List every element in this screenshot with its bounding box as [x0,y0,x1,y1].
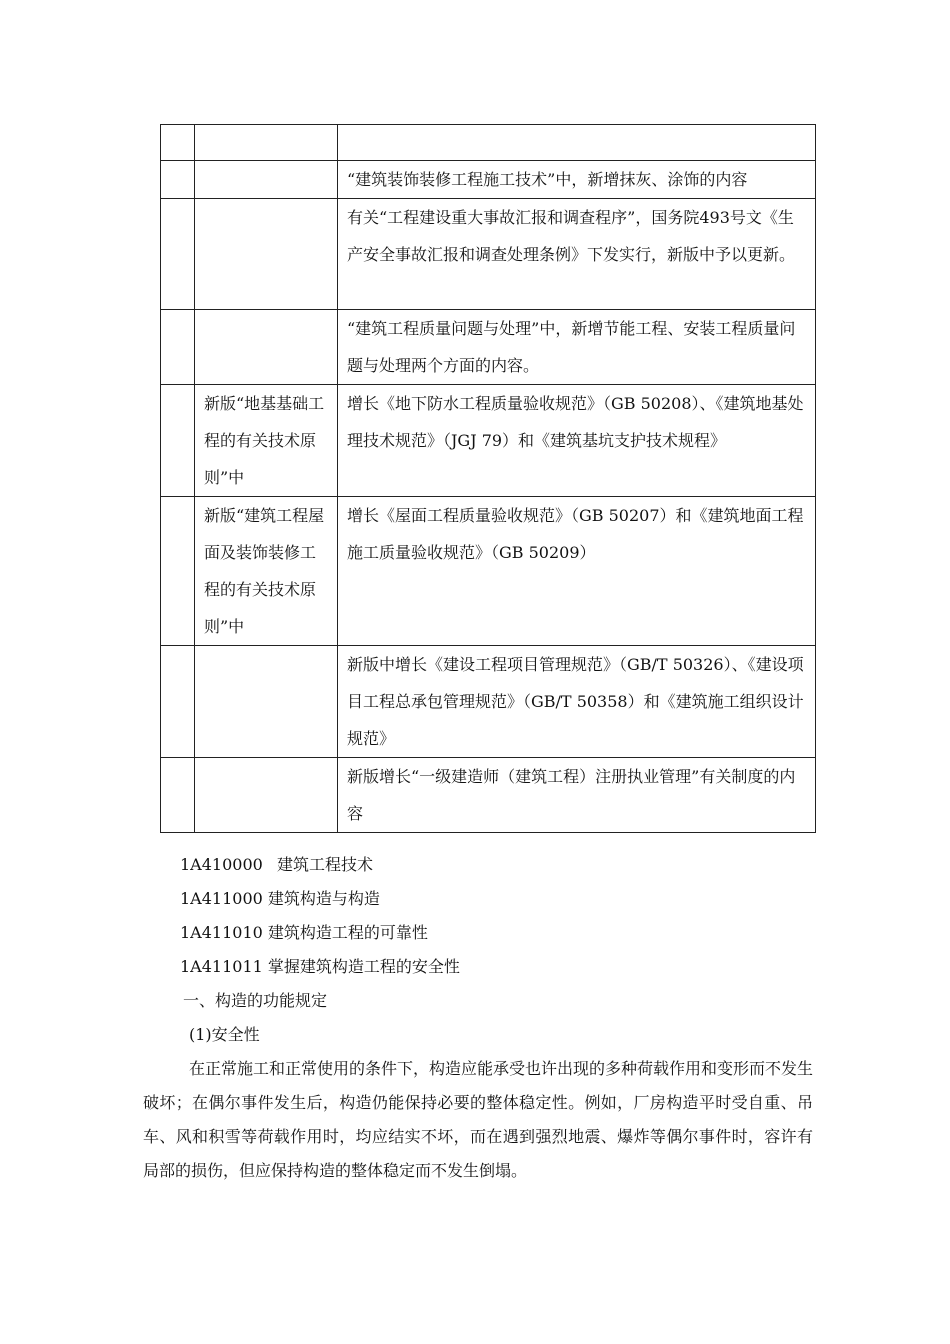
heading-code: 1A410000 [180,855,263,874]
heading-level-2: 1A411000 建筑构造与构造 [180,889,380,908]
heading-level-3: 1A411010 建筑构造工程的可靠性 [180,923,428,942]
table-row [161,758,816,833]
section-cell [195,758,338,833]
section-cell [195,646,338,758]
row-number-cell [161,646,195,758]
subsection-heading: (1)安全性 [189,1025,260,1044]
body-paragraph: 在正常施工和正常使用的条件下，构造应能承受也许出现的多种荷载作用和变形而不发生破坏；在偶尔事件发生后，构造仍能保持必要的整体稳定性。例如，厂房构造平时受自重、吊车、风和积雪等荷载作用时，均应结实不坏，而在遇到强烈地震、爆炸等偶尔事件时，容许有局部的损伤，但应保持构造的整体稳定而不发生倒塌。 [143,1059,814,1180]
section-cell: 新版“建筑工程屋面及装饰装修工程的有关技术原则”中 [195,497,338,646]
content-cell: 新版中增长《建设工程项目管理规范》（GB/T 50326）、《建设项目工程总承包管理规范》（GB/T 50358）和《建筑施工组织设计规范》 [338,646,816,758]
table-row [161,161,816,199]
table-row [161,310,816,385]
section-cell [195,199,338,310]
section-cell [195,161,338,199]
heading-title: 建筑工程技术 [277,855,374,874]
table-row [161,646,816,758]
content-cell: 有关“工程建设重大事故汇报和调查程序”，国务院493号文《生产安全事故汇报和调查处理条例》下发实行，新版中予以更新。 [338,199,816,310]
document-body [143,848,813,1188]
revision-table [160,124,816,833]
row-number-cell [161,199,195,310]
row-number-cell [161,125,195,161]
section-cell [195,310,338,385]
content-cell: “建筑工程质量问题与处理”中，新增节能工程、安装工程质量问题与处理两个方面的内容。 [338,310,816,385]
row-number-cell [161,161,195,199]
row-number-cell [161,497,195,646]
table-row [161,385,816,497]
row-number-cell [161,758,195,833]
heading-level-1 [143,848,813,882]
content-cell: 增长《地下防水工程质量验收规范》（GB 50208）、《建筑地基处理技术规范》（JGJ 79）和《建筑基坑支护技术规程》 [338,385,816,497]
heading-level-4: 1A411011 掌握建筑构造工程的安全性 [180,957,460,976]
content-cell: 新版增长“一级建造师（建筑工程）注册执业管理”有关制度的内容 [338,758,816,833]
content-cell: “建筑装饰装修工程施工技术”中，新增抹灰、涂饰的内容 [338,161,816,199]
row-number-cell [161,385,195,497]
content-cell [338,125,816,161]
section-heading: 一、构造的功能规定 [183,991,328,1010]
section-cell: 新版“地基基础工程的有关技术原则”中 [195,385,338,497]
section-cell [195,125,338,161]
row-number-cell [161,310,195,385]
table-row [161,497,816,646]
table-row [161,125,816,161]
content-cell: 增长《屋面工程质量验收规范》（GB 50207）和《建筑地面工程施工质量验收规范》（GB 50209） [338,497,816,646]
table-row [161,199,816,310]
